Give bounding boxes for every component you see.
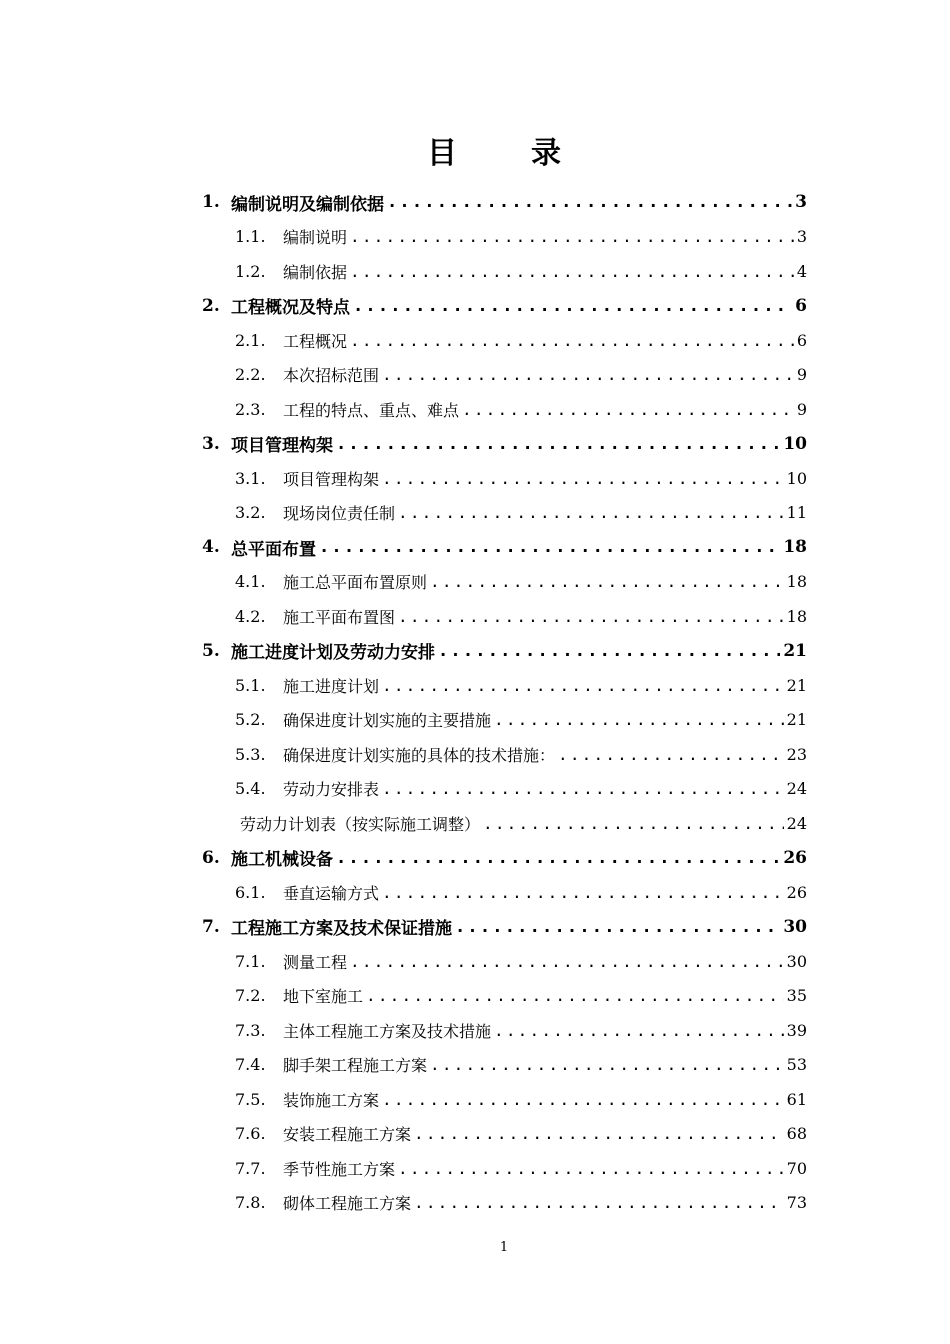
toc-entry-page: 35 bbox=[786, 986, 807, 1005]
dot-leader bbox=[414, 1124, 784, 1143]
dot-leader bbox=[414, 1193, 784, 1212]
toc-entry-title: 工程概况 bbox=[283, 331, 348, 351]
toc-entry-number: 1.1. bbox=[235, 227, 266, 246]
toc-entry-page: 18 bbox=[786, 606, 807, 626]
toc-entry-title: 本次招标范围 bbox=[283, 366, 380, 385]
dot-leader bbox=[398, 607, 784, 626]
toc-entry-section[interactable] bbox=[235, 1186, 807, 1220]
toc-entry-page: 26 bbox=[783, 847, 807, 868]
page-number-footer: 1 bbox=[499, 1240, 509, 1255]
toc-entry-number: 5.2. bbox=[235, 710, 266, 729]
dot-leader bbox=[558, 745, 784, 764]
dot-leader bbox=[430, 1055, 784, 1074]
dot-leader bbox=[494, 1021, 784, 1040]
dot-leader bbox=[398, 503, 784, 522]
toc-entry-section[interactable] bbox=[235, 979, 807, 1013]
toc-entry-page: 68 bbox=[786, 1124, 807, 1143]
toc-entry-title: 工程概况及特点 bbox=[231, 298, 350, 318]
dot-leader bbox=[366, 986, 784, 1005]
toc-entry-number: 7.8. bbox=[235, 1193, 266, 1212]
toc-entry-title: 安装工程施工方案 bbox=[283, 1125, 412, 1144]
toc-entry-section[interactable] bbox=[235, 703, 807, 737]
toc-entry-number: 2.2. bbox=[235, 365, 266, 384]
toc-entry-page: 9 bbox=[796, 365, 807, 384]
dot-leader bbox=[350, 227, 794, 246]
toc-entry-page: 4 bbox=[796, 261, 807, 281]
dot-leader bbox=[494, 710, 784, 729]
toc-entry-page: 6 bbox=[796, 330, 807, 350]
toc-entry-title: 施工平面布置图 bbox=[283, 607, 396, 627]
toc-entry-section[interactable] bbox=[235, 772, 807, 806]
dot-leader bbox=[455, 917, 780, 937]
toc-entry-title: 总平面布置 bbox=[231, 539, 316, 560]
toc-entry-page: 10 bbox=[786, 468, 807, 488]
toc-entry-title: 编制依据 bbox=[283, 262, 348, 282]
dot-leader bbox=[382, 779, 784, 798]
toc-entry-number: 1. bbox=[202, 192, 220, 212]
toc-entry-section[interactable] bbox=[235, 461, 807, 495]
toc-entry-chapter[interactable] bbox=[202, 634, 807, 668]
toc-entry-chapter[interactable] bbox=[202, 910, 807, 944]
toc-entry-title: 脚手架工程施工方案 bbox=[283, 1056, 428, 1075]
toc-entry-page: 9 bbox=[796, 399, 807, 419]
toc-entry-page: 3 bbox=[796, 227, 807, 246]
toc-entry-chapter[interactable] bbox=[202, 841, 807, 875]
toc-entry-title: 工程的特点、重点、难点 bbox=[283, 400, 460, 420]
dot-leader bbox=[382, 883, 784, 902]
toc-entry-number: 7.2. bbox=[235, 986, 266, 1005]
toc-entry-title: 施工机械设备 bbox=[231, 850, 333, 870]
dot-leader bbox=[350, 952, 784, 971]
toc-entry-number: 5. bbox=[202, 640, 220, 661]
toc-entry-number: 7.3. bbox=[235, 1020, 266, 1040]
toc-entry-title: 确保进度计划实施的具体的技术措施： bbox=[283, 745, 556, 765]
toc-entry-section[interactable] bbox=[235, 254, 807, 288]
dot-leader bbox=[350, 262, 794, 281]
toc-entry-number: 6. bbox=[202, 847, 220, 868]
toc-entry-page: 21 bbox=[786, 675, 807, 695]
toc-entry-title: 装饰施工方案 bbox=[283, 1090, 380, 1110]
toc-entry-page: 53 bbox=[786, 1055, 807, 1074]
toc-entry-section[interactable] bbox=[235, 737, 807, 771]
dot-leader bbox=[398, 1159, 784, 1178]
toc-entry-number: 7.6. bbox=[235, 1124, 266, 1143]
toc-entry-page: 21 bbox=[786, 710, 807, 729]
toc-entry-section[interactable] bbox=[240, 806, 807, 840]
dot-leader bbox=[336, 848, 780, 868]
toc-entry-section[interactable] bbox=[235, 1151, 807, 1185]
toc-entry-number: 4. bbox=[202, 537, 220, 557]
dot-leader bbox=[382, 365, 794, 384]
toc-entry-title: 现场岗位责任制 bbox=[283, 504, 396, 523]
toc-entry-number: 2.3. bbox=[235, 399, 266, 419]
toc-entry-page: 61 bbox=[786, 1089, 807, 1109]
toc-entry-title: 季节性施工方案 bbox=[283, 1159, 396, 1179]
toc-entry-page: 11 bbox=[786, 503, 807, 522]
toc-entry-title: 地下室施工 bbox=[283, 987, 364, 1006]
toc-entry-section[interactable] bbox=[235, 565, 807, 599]
toc-entry-section[interactable] bbox=[235, 392, 807, 426]
toc-entry-section[interactable] bbox=[235, 875, 807, 909]
dot-leader bbox=[382, 676, 784, 695]
toc-entry-number: 4.2. bbox=[235, 606, 266, 626]
toc-entry-number: 5.4. bbox=[235, 779, 266, 798]
toc-entry-section[interactable] bbox=[235, 358, 807, 392]
toc-entry-page: 6 bbox=[795, 295, 807, 316]
toc-entry-section[interactable] bbox=[235, 323, 807, 357]
toc-entry-number: 7. bbox=[202, 916, 220, 937]
toc-entry-chapter[interactable] bbox=[202, 185, 807, 219]
dot-leader bbox=[319, 537, 780, 557]
toc-entry-title: 垂直运输方式 bbox=[283, 883, 380, 903]
toc-entry-page: 10 bbox=[783, 433, 807, 454]
dot-leader bbox=[382, 469, 784, 488]
toc-entry-title: 项目管理构架 bbox=[283, 469, 380, 489]
toc-entry-page: 26 bbox=[786, 882, 807, 902]
dot-leader bbox=[462, 400, 794, 419]
dot-leader bbox=[387, 192, 792, 212]
toc-entry-page: 70 bbox=[786, 1158, 807, 1178]
toc-entry-chapter[interactable] bbox=[202, 427, 807, 461]
toc-entry-number: 4.1. bbox=[235, 572, 266, 591]
toc-entry-page: 21 bbox=[783, 640, 807, 661]
toc-entry-page: 18 bbox=[786, 572, 807, 591]
toc-entry-title: 确保进度计划实施的主要措施 bbox=[283, 711, 492, 730]
toc-entry-page: 24 bbox=[786, 813, 807, 833]
toc-entry-chapter[interactable] bbox=[202, 530, 807, 564]
toc-entry-number: 2.1. bbox=[235, 330, 266, 350]
toc-entry-number: 7.1. bbox=[235, 951, 266, 971]
toc-entry-title: 施工进度计划及劳动力安排 bbox=[231, 643, 435, 663]
toc-entry-title: 劳动力计划表（按实际施工调整） bbox=[240, 814, 481, 834]
toc-entry-title: 编制说明及编制依据 bbox=[231, 194, 384, 215]
toc-entry-section[interactable] bbox=[235, 944, 807, 978]
toc-entry-title: 项目管理构架 bbox=[231, 436, 333, 456]
dot-leader bbox=[438, 641, 780, 661]
toc-entry-section[interactable] bbox=[235, 496, 807, 530]
toc-entry-section[interactable] bbox=[235, 1082, 807, 1116]
toc-entry-number: 7.5. bbox=[235, 1089, 266, 1109]
toc-entry-title: 编制说明 bbox=[283, 228, 348, 247]
toc-entry-number: 1.2. bbox=[235, 261, 266, 281]
toc-entry-title: 施工进度计划 bbox=[283, 676, 380, 696]
toc-entry-title: 砌体工程施工方案 bbox=[283, 1194, 412, 1213]
dot-leader bbox=[483, 814, 784, 833]
toc-entry-number: 3. bbox=[202, 433, 220, 454]
toc-entry-page: 30 bbox=[783, 916, 807, 937]
toc-entry-section[interactable] bbox=[235, 1013, 807, 1047]
toc-entry-page: 23 bbox=[786, 744, 807, 764]
dot-leader bbox=[382, 1090, 784, 1109]
toc-entry-title: 主体工程施工方案及技术措施 bbox=[283, 1021, 492, 1041]
toc-entry-section[interactable] bbox=[235, 1117, 807, 1151]
toc-entry-number: 6.1. bbox=[235, 882, 266, 902]
dot-leader bbox=[336, 434, 780, 454]
toc-entry-number: 3.2. bbox=[235, 503, 266, 522]
toc-entry-number: 7.4. bbox=[235, 1055, 266, 1074]
toc-entry-number: 7.7. bbox=[235, 1158, 266, 1178]
toc-entry-page: 18 bbox=[783, 537, 807, 557]
toc-entry-section[interactable] bbox=[235, 1048, 807, 1082]
toc-entry-section[interactable] bbox=[235, 599, 807, 633]
dot-leader bbox=[353, 296, 792, 316]
toc-entry-number: 3.1. bbox=[235, 468, 266, 488]
toc-entry-page: 73 bbox=[786, 1193, 807, 1212]
dot-leader bbox=[350, 331, 794, 350]
toc-entry-title: 测量工程 bbox=[283, 952, 348, 972]
toc-entry-page: 24 bbox=[786, 779, 807, 798]
toc-entry-number: 5.1. bbox=[235, 675, 266, 695]
toc-entry-title: 工程施工方案及技术保证措施 bbox=[231, 919, 452, 939]
toc-entry-section[interactable] bbox=[235, 220, 807, 254]
toc-entry-page: 30 bbox=[786, 951, 807, 971]
dot-leader bbox=[430, 572, 784, 591]
toc-entry-title: 劳动力安排表 bbox=[283, 780, 380, 799]
toc-entry-section[interactable] bbox=[235, 668, 807, 702]
toc-entry-number: 2. bbox=[202, 295, 220, 316]
toc-entry-page: 3 bbox=[795, 192, 807, 212]
toc-entry-chapter[interactable] bbox=[202, 289, 807, 323]
toc-entry-number: 5.3. bbox=[235, 744, 266, 764]
toc-entry-page: 39 bbox=[786, 1020, 807, 1040]
toc-title: 目 录 bbox=[427, 136, 583, 171]
toc-entry-title: 施工总平面布置原则 bbox=[283, 573, 428, 592]
